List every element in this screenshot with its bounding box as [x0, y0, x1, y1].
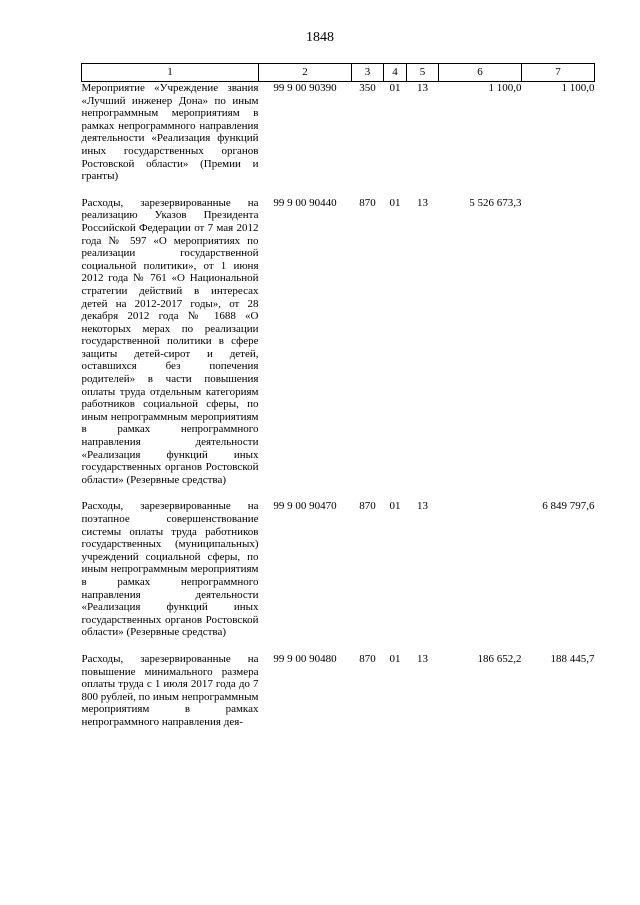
expense-name-cell: Мероприятие «Учреждение звания «Лучший инженер Дона» по иным непрограммным мероприятиям в рамках непрограммного направления деятельности «Реализация функций иных государственных органов Ростовской области» (Премии и гранты)	[81, 82, 259, 183]
expense-type-cell: 870	[359, 196, 376, 209]
expense-type-cell: 350	[359, 82, 376, 94]
section-cell: 01	[389, 82, 401, 94]
amount-cell	[439, 500, 522, 653]
column-header: 4	[384, 64, 407, 82]
subsection-cell: 13	[417, 82, 428, 94]
amount-cell: 6 849 797,6	[542, 500, 595, 513]
table-header-row	[82, 64, 595, 82]
amount-cell	[522, 197, 595, 501]
subsection-cell: 13	[417, 652, 428, 665]
column-header: 2	[259, 64, 352, 82]
amount-cell: 5 526 673,3	[469, 196, 522, 209]
expense-name-cell: Расходы, зарезервированные на реализацию Указов Президента Российской Федерации от 7 мая 2012 года № 597 «О мероприятиях по реализации государственной социальной политики», от 1 июня 2012 года № 761 «О Национальной стратегии действий в интересах детей на 2012-2017 годы», от 28 декабря 2012 года № 1688 «О некоторых мерах по реализации государственной политики в сфере защиты детей-сирот и детей, оставшихся без попечения родителей» в части повышения оплаты труда отдельным категориям работников социальной сферы, по иным непрограммным мероприятиям в рамках непрограммного направления деятельности «Реализация функций иных государственных органов Ростовской области» (Резервные средства)	[81, 196, 259, 486]
budget-table	[81, 63, 595, 743]
expense-name-cell: Расходы, зарезервированные на повышение минимального размера оплаты труда с 1 июля 2017 года до 7 800 рублей, по иным непрограммным мероприятиям в рамках непрограммного направления дея-	[81, 652, 259, 728]
section-cell: 01	[389, 500, 401, 513]
target-article-cell: 99 9 00 90390	[273, 82, 337, 94]
column-header: 7	[522, 64, 595, 82]
column-header: 5	[407, 64, 439, 82]
amount-cell: 1 100,0	[488, 82, 522, 94]
amount-cell: 1 100,0	[561, 82, 595, 94]
table-row	[82, 82, 595, 197]
page-number: 1848	[306, 30, 334, 45]
section-cell: 01	[389, 652, 401, 665]
section-cell: 01	[389, 196, 401, 209]
subsection-cell: 13	[417, 196, 428, 209]
table-row	[82, 500, 595, 653]
table-row	[82, 197, 595, 501]
target-article-cell: 99 9 00 90470	[273, 500, 337, 513]
column-header: 1	[82, 64, 259, 82]
column-header: 3	[352, 64, 384, 82]
table-row	[82, 653, 595, 743]
column-header: 6	[439, 64, 522, 82]
expense-type-cell: 870	[359, 500, 376, 513]
target-article-cell: 99 9 00 90440	[273, 196, 337, 209]
target-article-cell: 99 9 00 90480	[273, 652, 337, 665]
subsection-cell: 13	[417, 500, 428, 513]
expense-name-cell: Расходы, зарезервированные на поэтапное совершенствование системы оплаты труда работников государственных (муниципальных) учреждений социальной сферы, по иным непрограммным мероприятиям в рамках непрограммного направления деятельности «Реализация функций иных государственных органов Ростовской области» (Резервные средства)	[81, 500, 259, 639]
amount-cell: 186 652,2	[477, 652, 522, 665]
expense-type-cell: 870	[359, 652, 376, 665]
amount-cell: 188 445,7	[550, 652, 595, 665]
